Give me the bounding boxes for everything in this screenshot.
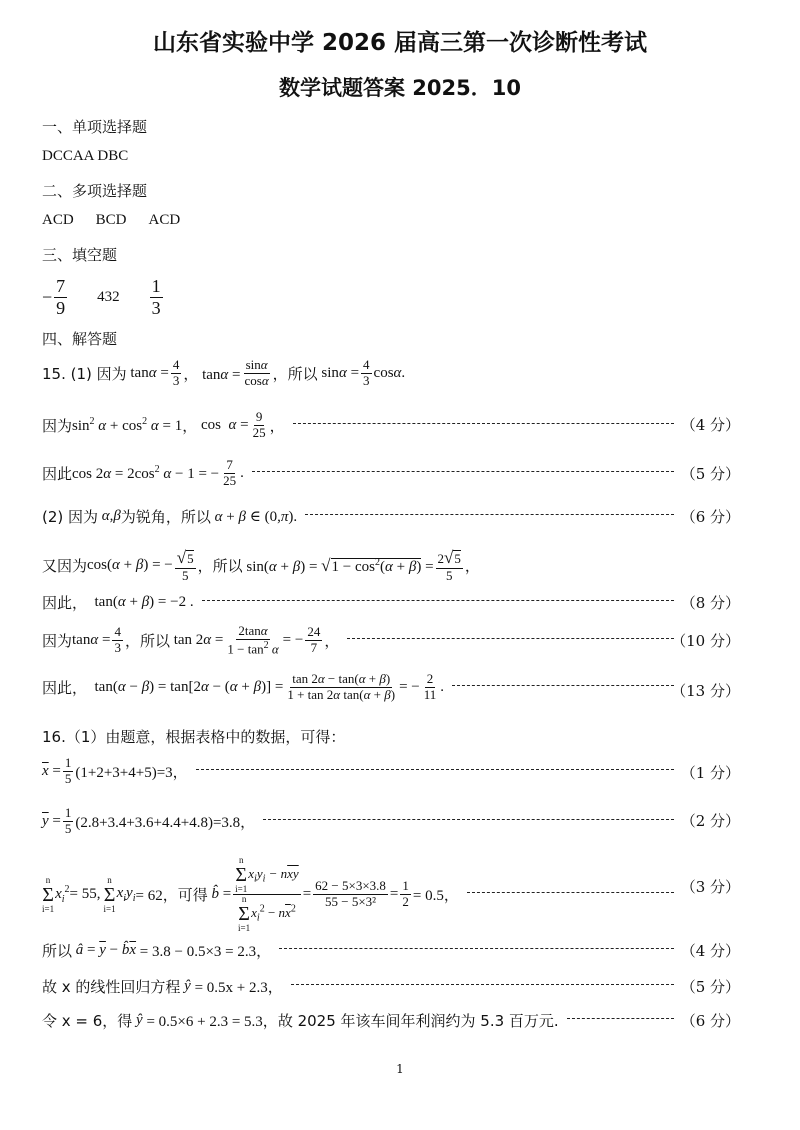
q16-line-3: n Σ i=1 $x_i^2$ = 55, n Σ i=1 $x_iy_i$ = 62，可得 b̂ = n Σ i=1 $x_iy_i - n\overline{xy}$ n Σ i=1 $x_i^2 - n\overline{x}^2$ = $\frac{62 - 5\times 3\times 3.8}{\text{55 − 5×3²}}$ = $\frac{1}{2}$ = 0.5，: [42, 856, 682, 933]
q16-intro: 16.（1）由题意，根据表格中的数据，可得：: [42, 728, 346, 746]
section-heading-single-choice: 一、单项选择题: [42, 118, 148, 136]
q16-line-5: 故 x 的线性回归方程 ŷ = 0.5x + 2.3，: [42, 976, 682, 997]
exam-subtitle: 数学试题答案 2025．10: [279, 76, 521, 100]
q15-score-6: （6 分）: [680, 508, 740, 526]
q15-line-4: (2) 因为 α,β 为锐角，所以 α + β ∈ (0,π).: [42, 506, 682, 527]
section-heading-solutions: 四、解答题: [42, 330, 118, 348]
q16-line-2: $\overline{y}$ = $\frac{1}{5}$ (2.8+3.4+3.6+4.4+4.8)=3.8，: [42, 806, 682, 837]
q16-score-2: （2 分）: [680, 812, 740, 830]
q16-score-4: （4 分）: [680, 942, 740, 960]
q16-score-5: （5 分）: [680, 978, 740, 996]
q16-line-1: $\overline{x}$ = $\frac{1}{5}$ (1+2+3+4+5)=3，: [42, 756, 682, 787]
multi-answer-3: ACD: [148, 212, 181, 228]
q16-score-3: （3 分）: [680, 878, 740, 896]
q16-score-6: （6 分）: [680, 1012, 740, 1030]
fill-answer-2: 432: [97, 288, 120, 305]
page-number: 1: [396, 1062, 404, 1076]
q15-line-3: 因此 $\cos 2\alpha = 2\cos^2$ α − 1 = − $\frac{7}{25}$ .: [42, 458, 682, 489]
q15-line-5: 又因为 cos(α + β) = − $\frac{√5}{5}$ ，所以 $\sin(\alpha + \beta) = √1 - \cos^2(\alpha + \beta)$ = $\frac{2√5}{5}$ ，: [42, 548, 480, 583]
q16-score-1: （1 分）: [680, 764, 740, 782]
q15-line-8: 因此， tan(α − β) = tan[2α − (α + β)] = $\frac{\tan 2\alpha - \tan(\alpha + \beta)}{\text{1 + tan 2α tan(α + β)}}$ = − $\frac{2}{11}$ .: [42, 672, 682, 703]
q15-score-10: （10 分）: [671, 632, 740, 650]
fill-answer-1: $\frac{7}{9}$: [56, 276, 66, 318]
section-heading-multi-choice: 二、多项选择题: [42, 182, 148, 200]
fill-blank-answers: − $\frac{7}{9}$ 432 $\frac{1}{3}$: [42, 276, 161, 318]
section-heading-fill-blank: 三、填空题: [42, 246, 118, 264]
q15-line-1: 15. (1) 因为 tanα = $\frac{4}{3}$ ， tanα = $\frac{\sin\alpha}{\cos\alpha}$ ，所以 sinα = $\frac{4}{3}$ cosα.: [42, 357, 406, 388]
multi-answer-1: ACD: [42, 212, 74, 228]
q15-line-2: 因为 $\sin^2 \alpha + \cos^2 \alpha = 1$ ， cos α = $\frac{9}{25}$ ，: [42, 410, 682, 441]
q15-line-7: 因为 tanα = $\frac{4}{3}$ ，所以 tan 2α = $\frac{2\tan\alpha}{1 - \tan^2 \alpha}$ = − $\frac{24}{7}$ ，: [42, 624, 682, 657]
multi-choice-answers: [42, 212, 180, 229]
multi-answer-2: BCD: [95, 212, 127, 228]
q15-score-4: （4 分）: [680, 416, 740, 434]
q16-line-6: 令 x = 6，得 ŷ = 0.5×6 + 2.3 = 5.3， 故 2025 年该车间年利润约为 5.3 百万元.: [42, 1010, 682, 1031]
single-choice-answers: DCCAA DBC: [42, 148, 129, 164]
q15-score-5: （5 分）: [680, 465, 740, 483]
exam-title: 山东省实验中学 2026 届高三第一次诊断性考试: [152, 30, 648, 56]
q15-score-13: （13 分）: [671, 682, 740, 700]
q16-line-4: 所以 â = $\overline{y}$ − $b̂\overline{x}$ = 3.8 − 0.5×3 = 2.3，: [42, 940, 682, 961]
q15-score-8: （8 分）: [680, 594, 740, 612]
q15-line-6: 因此， tan(α + β) = −2 .: [42, 592, 682, 613]
fill-answer-3: $\frac{1}{3}$: [151, 276, 161, 318]
